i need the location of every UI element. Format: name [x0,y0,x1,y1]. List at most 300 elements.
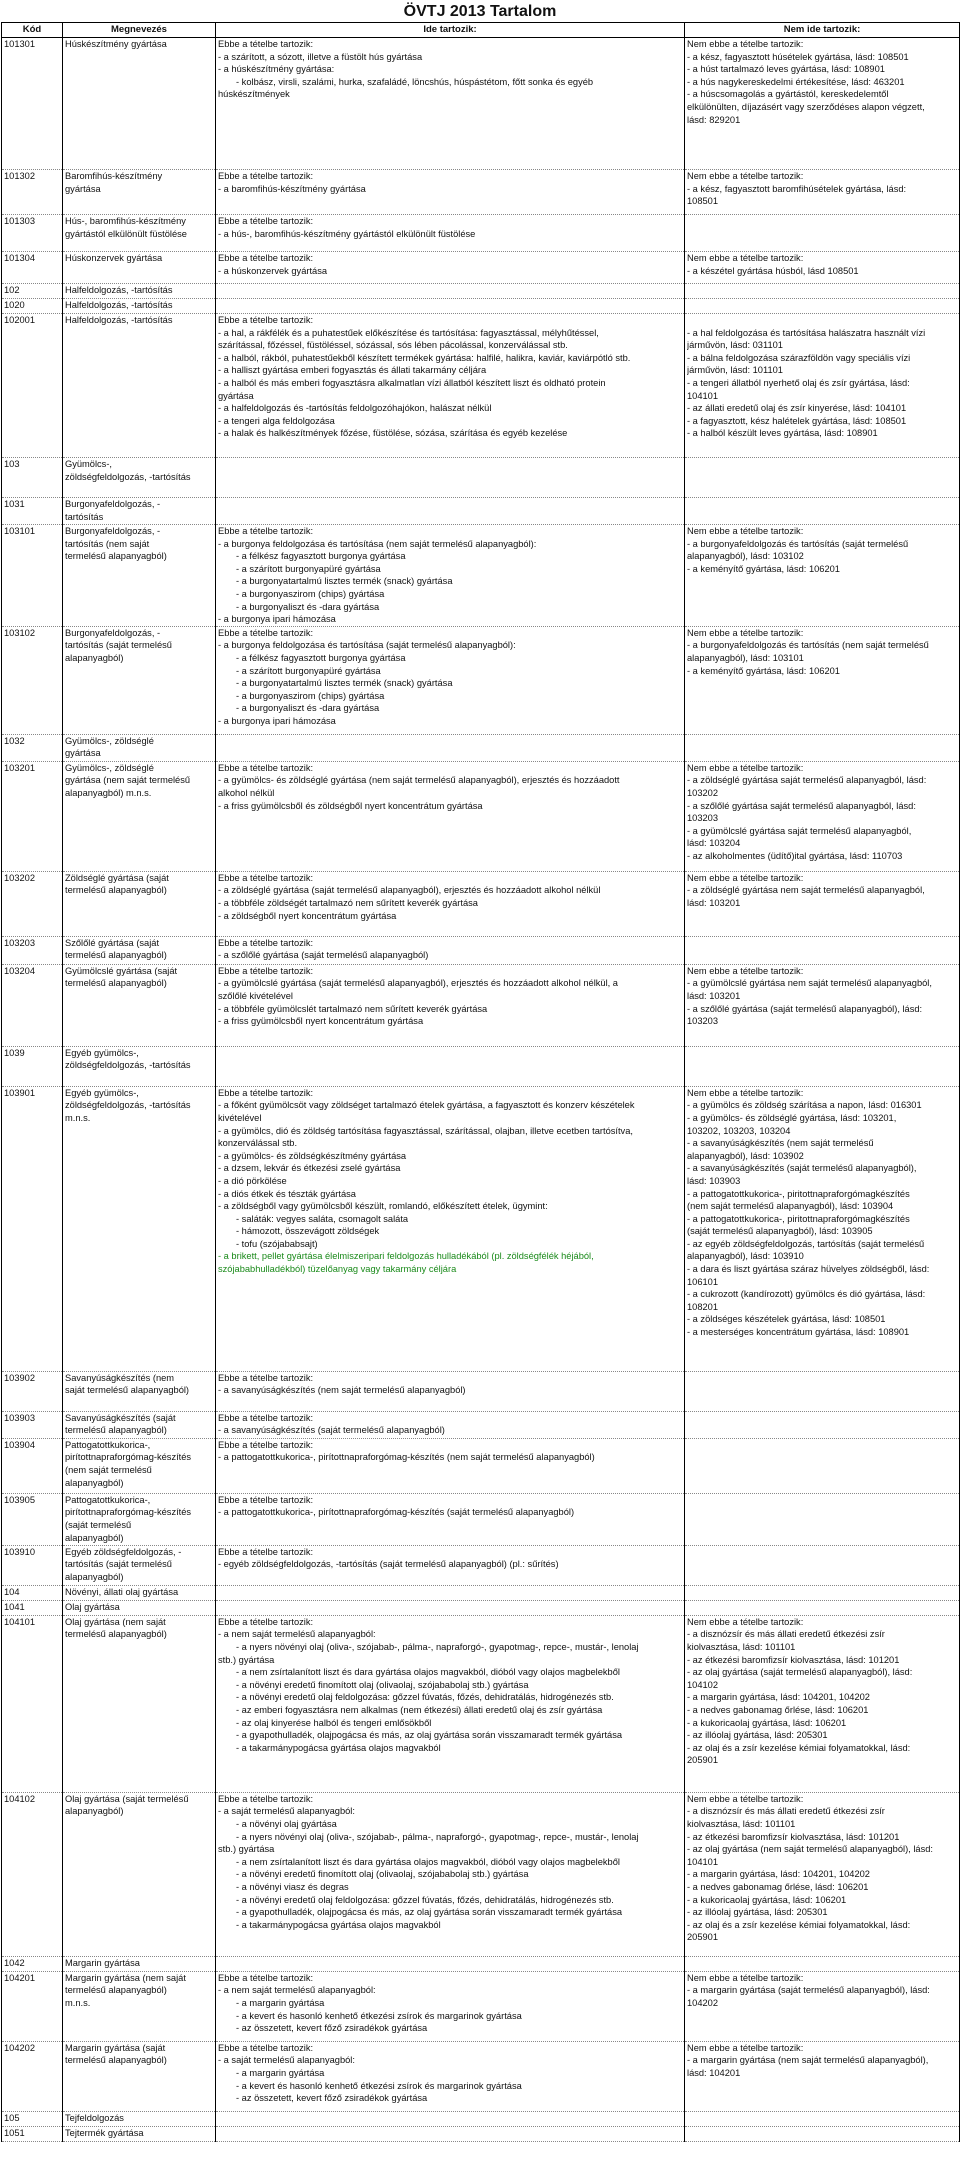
row-includes [216,314,685,458]
row-includes [216,761,685,871]
row-includes-line: Ebbe a tételbe tartozik: [218,872,314,883]
row-excludes-line: - a pattogatottkukorica-, piritottnapraforgómagkészítés [687,1213,910,1224]
row-name [63,1615,216,1792]
row-code: 101302 [2,170,63,215]
row-code: 104102 [2,1792,63,1956]
row-excludes-line: - az állati eredetű olaj és zsír kinyerése, lásd: 104101 [687,403,907,414]
row-includes [216,1371,685,1411]
row-excludes-line: Nem ebbe a tételbe tartozik: [687,253,804,263]
row-includes-line: - a savanyúságkészítés (saját termelésű alapanyagból) [218,1425,445,1436]
row-includes [216,1792,685,1956]
row-code: 102 [2,284,63,299]
row-includes [216,1956,685,1971]
row-includes-line: - a burgonyatartalmú lisztes termék (snack) gyártása [236,576,453,587]
row-includes-line: Ebbe a tételbe tartozik: [218,1546,314,1557]
row-includes-line: - a növényi eredetű finomított olaj (olivaolaj, szójababolaj stb.) gyártása [236,1869,529,1880]
table-row [2,1600,960,1615]
row-code: 103910 [2,1545,63,1585]
row-excludes-line: 103203 [687,1016,719,1027]
row-includes-line: - a baromfihús-készítmény gyártása [218,183,366,194]
row-excludes [685,1411,960,1438]
table-row [2,1371,960,1411]
row-name-line: Húskészítmény gyártása [65,39,167,49]
row-excludes-line: lásd: 103201 [687,990,741,1001]
row-excludes-line: 104101 [687,1856,719,1867]
row-excludes [685,1585,960,1600]
row-includes [216,1615,685,1792]
row-excludes-line: - a mesterséges koncentrátum gyártása, lásd: 108901 [687,1327,910,1338]
row-excludes-line: - az illóolaj gyártása, lásd: 205301 [687,1907,828,1918]
row-name-line: Olaj gyártása [65,1601,120,1612]
row-excludes-line: 108201 [687,1301,719,1312]
table-row [2,170,960,215]
row-excludes-line: elkülönülten, díjazásért vagy szerződéses alapon végzett, [687,101,925,112]
row-includes [216,1046,685,1086]
row-excludes-line: - a dara és liszt gyártása száraz hüvelyes zöldségből, lásd: [687,1264,930,1275]
row-excludes-line: - a kukoricaolaj gyártása, lásd: 106201 [687,1717,847,1728]
row-excludes-line: - a húst tartalmazó leves gyártása, lásd: 108901 [687,64,885,75]
row-excludes-line: alapanyagból), lásd: 103910 [687,1251,804,1262]
row-excludes-line [687,314,957,327]
row-includes [216,170,685,215]
row-includes-line: - a nyers növényi olaj (oliva-, szójabab-, pálma-, napraforgó-, gyapotmag-, repce-, mustár-, lenolaj [236,1641,639,1652]
row-excludes-line: - a szőlőlé gyártása (saját termelésű alapanyagból), lásd: [687,1003,923,1014]
row-code: 1031 [2,498,63,525]
row-excludes-line: - a zöldséglé gyártása saját termelésű alapanyagból, lásd: [687,775,927,786]
row-excludes-line: lásd: 103903 [687,1175,741,1186]
row-excludes-line: - a bálna feldolgozása szárazföldön vagy speciális vízi [687,352,911,363]
row-includes-line: - a burgonyaszirom (chips) gyártása [236,690,385,701]
row-excludes [685,498,960,525]
row-excludes-line: lásd: 103201 [687,897,741,908]
row-excludes-line: - a zöldséglé gyártása nem saját termelésű alapanyagból, [687,885,925,896]
row-name-line: Tejfeldolgozás [65,2112,124,2123]
row-name-line: termelésű alapanyagból) [65,551,167,562]
row-includes [216,215,685,252]
row-name-line: (saját termelésű [65,1519,132,1530]
row-code: 1032 [2,734,63,761]
row-excludes-line: - a savanyúságkészítés (saját termelésű alapanyagból), [687,1163,917,1174]
row-excludes-line: 103202, 103203, 103204 [687,1125,791,1136]
row-excludes-line: - a húscsomagolás a gyártástól, kereskedelemtől [687,89,889,100]
row-excludes-line: - a nedves gabonamag őrlése, lásd: 106201 [687,1881,869,1892]
row-excludes [685,626,960,734]
row-name [63,1371,216,1411]
row-code: 1042 [2,1956,63,1971]
row-excludes [685,1493,960,1545]
row-excludes [685,1600,960,1615]
row-includes-line: - a margarin gyártása [236,2067,325,2078]
row-name [63,936,216,964]
row-excludes-line: alapanyagból), lásd: 103102 [687,551,804,562]
row-excludes-line: 103203 [687,813,719,824]
row-excludes-line: lásd: 103204 [687,838,741,849]
row-excludes-line: lásd: 104201 [687,2067,741,2078]
row-excludes-line: - az olaj és a zsír kezelése kémiai folyamatokkal, lásd: [687,1919,911,1930]
row-name-line: zöldségfeldolgozás, -tartósítás [65,471,191,482]
row-code: 103204 [2,964,63,1046]
row-name [63,2041,216,2111]
row-includes-line: - a szárított burgonyapüré gyártása [236,563,381,574]
row-name-line: termelésű alapanyagból) [65,885,167,896]
row-includes-line: - a többféle gyümölcslét tartalmazó nem sűrített keverék gyártása [218,1003,488,1014]
row-excludes-line: - a keményítő gyártása, lásd: 106201 [687,563,840,574]
row-includes-line: - a főként gyümölcsöt vagy zöldséget tartalmazó ételek gyártása, a fagyasztott és konzerv készételek [218,1100,635,1111]
row-code: 103101 [2,525,63,627]
row-excludes [685,1956,960,1971]
row-includes-line: - a növényi eredetű finomított olaj (olivaolaj, szójababolaj stb.) gyártása [236,1679,529,1690]
row-includes [216,936,685,964]
row-code: 104 [2,1585,63,1600]
row-includes-line: - a hús-, baromfihús-készítmény gyártástól elkülönült füstölése [218,228,476,239]
row-includes-line: - a nem saját termelésű alapanyagból: [218,1629,376,1640]
row-name-line: Tejtermék gyártása [65,2127,144,2138]
row-includes-line: - a friss gyümölcsből nyert koncentrátum gyártása [218,1016,424,1027]
row-name [63,525,216,627]
row-name-line: gyártása (nem saját termelésű [65,775,191,786]
row-name-line: Baromfihús-készítmény [65,171,163,181]
row-name [63,626,216,734]
row-includes-line: - a friss gyümölcsből és zöldségből nyert koncentrátum gyártása [218,800,483,811]
row-includes-line: - az összetett, kevert főző zsiradékok gyártása [236,2093,428,2104]
row-excludes-line: járművön, lásd: 101101 [687,365,783,376]
row-excludes-line: - a keményítő gyártása, lásd: 106201 [687,665,840,676]
row-includes-line: húskészítmények [218,89,290,100]
row-excludes-line: Nem ebbe a tételbe tartozik: [687,171,804,181]
row-excludes [685,761,960,871]
row-includes [216,871,685,936]
table-row [2,1615,960,1792]
row-excludes [685,1792,960,1956]
row-includes-line: Ebbe a tételbe tartozik: [218,627,314,638]
row-includes-line: - saláták: vegyes saláta, csomagolt saláta [236,1213,409,1224]
row-includes-line: - a takarmánypogácsa gyártása olajos magvakból [236,1742,441,1753]
row-excludes-line: - az alkoholmentes (üdítő)ital gyártása, lásd: 110703 [687,850,903,861]
row-name-line: zöldségfeldolgozás, -tartósítás [65,1060,191,1071]
row-includes-line: - a gyümölcs- és zöldségkészítmény gyártása [218,1150,407,1161]
row-name-line: Olaj gyártása (saját termelésű [65,1793,189,1804]
table-row [2,1086,960,1371]
row-name-line: Burgonyafeldolgozás, - [65,526,161,536]
row-excludes-line: - a tengeri állatból nyerhető olaj és zsír gyártása, lásd: [687,377,910,388]
row-includes-line: - a zöldségből vagy gyümölcsből készült, romlandó, előkészített ételek, ügymint: [218,1201,548,1212]
row-includes-line: - a szárított burgonyapüré gyártása [236,665,381,676]
row-name [63,458,216,498]
row-includes-line: alkohol nélkül [218,787,275,798]
row-name [63,170,216,215]
row-includes-line: - a margarin gyártása [236,1997,325,2008]
row-includes-line: - a nem zsírtalanított liszt és dara gyártása olajos magvakból, dióból vagy olajos magbelekből [236,1667,620,1678]
row-includes-line: - a gyapothulladék, olajpogácsa és más, az olaj gyártása során visszamaradt termék gyártása [236,1730,623,1741]
row-name-line: Margarin gyártása [65,1957,140,1968]
row-includes-line: - a félkész fagyasztott burgonya gyártása [236,652,406,663]
row-excludes-line: - a gyümölcslé gyártása nem saját termelésű alapanyagból, [687,978,932,989]
table-row [2,1585,960,1600]
row-code: 103203 [2,936,63,964]
table-body [2,38,960,2142]
row-excludes [685,314,960,458]
row-code: 103903 [2,1411,63,1438]
row-name [63,761,216,871]
document-page [0,2,960,2142]
row-excludes [685,1438,960,1493]
row-excludes-line: - a pattogatottkukorica-, piritottnapraforgómagkészítés [687,1188,910,1199]
row-name [63,1600,216,1615]
table-row [2,964,960,1046]
row-excludes-line: kiolvasztása, lásd: 101101 [687,1818,796,1829]
row-code: 104201 [2,1971,63,2041]
table-row [2,498,960,525]
row-excludes-line: (saját termelésű alapanyagból), lásd: 103905 [687,1226,873,1237]
row-name [63,1956,216,1971]
row-excludes-line: - a készétel gyártása húsból, lásd 108501 [687,265,859,276]
row-excludes [685,1545,960,1585]
row-name-line: Gyümölcs-, zöldséglé [65,762,154,773]
row-name-line: gyártása [65,748,101,759]
row-code: 1020 [2,299,63,314]
row-includes-line: - a burgonyaliszt és -dara gyártása [236,601,380,612]
row-includes-line: - a félkész fagyasztott burgonya gyártása [236,551,406,562]
row-includes-line: Ebbe a tételbe tartozik: [218,1494,314,1505]
row-excludes [685,2041,960,2111]
row-includes-line: - a húskészítmény gyártása: [218,64,335,75]
row-includes [216,964,685,1046]
row-excludes-line: - a margarin gyártása (saját termelésű alapanyagból), lásd: [687,1985,930,1996]
row-code: 104202 [2,2041,63,2111]
row-includes-line: - az olaj kinyerése halból és tengeri emlősökből [236,1717,432,1728]
row-includes [216,1585,685,1600]
row-includes-line: - a nem zsírtalanított liszt és dara gyártása olajos magvakból, dióból vagy olajos magbelekből [236,1856,620,1867]
row-includes-line: Ebbe a tételbe tartozik: [218,965,314,976]
table-row [2,1956,960,1971]
row-excludes [685,252,960,284]
row-name [63,38,216,170]
row-name-line: termelésű alapanyagból) [65,950,167,961]
row-includes [216,1600,685,1615]
row-excludes [685,284,960,299]
row-name-line: Gyümölcs-, zöldséglé [65,735,154,746]
row-excludes-line: - a kész, fagyasztott baromfihúsételek gyártása, lásd: [687,183,907,194]
row-excludes-line: - a margarin gyártása (nem saját termelésű alapanyagból), [687,2055,929,2066]
row-name-line: zöldségfeldolgozás, -tartósítás [65,1100,191,1111]
row-includes-line: Ebbe a tételbe tartozik: [218,1439,314,1450]
row-includes [216,525,685,627]
table-row [2,1493,960,1545]
row-excludes [685,2111,960,2126]
row-name-line: Margarin gyártása (saját [65,2042,166,2053]
row-excludes-line: - a gyümölcslé gyártása saját termelésű alapanyagból, [687,825,912,836]
row-name-line: Savanyúságkészítés (saját [65,1412,176,1423]
row-includes-line: - hámozott, összevágott zöldségek [236,1226,380,1237]
row-includes [216,1438,685,1493]
row-name [63,299,216,314]
row-includes-line: Ebbe a tételbe tartozik: [218,216,314,226]
row-includes [216,38,685,170]
row-excludes [685,964,960,1046]
row-includes-line: - a kevert és hasonló kenhető étkezési zsírok és margarinok gyártása [236,2010,522,2021]
row-code: 101303 [2,215,63,252]
row-includes-line: - az emberi fogyasztásra nem alkalmas (nem étkezési) állati eredetű olaj és zsír gyártása [236,1704,603,1715]
table-row [2,1438,960,1493]
row-includes-line: kivételével [218,1112,262,1123]
row-includes-line: - a gyümölcslé gyártása (saját termelésű alapanyagból), erjesztés és hozzáadott alkohol nélkül, a [218,978,618,989]
row-includes-line: - a nyers növényi olaj (oliva-, szójabab-, pálma-, napraforgó-, gyapotmag-, repce-, mustár-, lenolaj [236,1831,639,1842]
row-name-line: tartósítás [65,511,104,522]
row-name-line: termelésű alapanyagból) [65,2055,167,2066]
row-code: 103901 [2,1086,63,1371]
row-includes-line: szőlőlé kivételével [218,990,293,1001]
row-includes-line: - a halak és halkészítmények főzése, füstölése, sózása, szárítása és egyéb kezelése [218,428,568,439]
row-excludes-line: 108501 [687,196,719,207]
row-includes-line: - a hal, a rákfélék és a puhatestűek előkészítése és tartósítása: fagyasztással, mélyhűtéssel, [218,327,599,338]
row-includes-line: - a savanyúságkészítés (nem saját termelésű alapanyagból) [218,1385,466,1396]
row-includes-line: - a saját termelésű alapanyagból: [218,1806,355,1817]
row-name-line: alapanyagból) m.n.s. [65,787,152,798]
row-excludes-line: Nem ebbe a tételbe tartozik: [687,39,804,49]
row-includes-line: szójababhulladékból) tüzelőanyag vagy takarmány céljára [218,1264,457,1275]
row-includes-line: Ebbe a tételbe tartozik: [218,1972,314,1983]
row-name-line: Burgonyafeldolgozás, - [65,627,161,638]
row-excludes [685,1086,960,1371]
row-includes-line: Ebbe a tételbe tartozik: [218,526,314,536]
row-includes-line: - a burgonya ipari hámozása [218,715,336,726]
row-excludes [685,1971,960,2041]
row-excludes-line: 205901 [687,1755,719,1766]
row-excludes-line: - a fagyasztott, kész halételek gyártása, lásd: 108501 [687,415,907,426]
row-excludes-line: 104202 [687,1997,719,2008]
row-name-line: gyártástól elkülönült füstölése [65,228,187,239]
row-excludes-line: (nem saját termelésű alapanyagból), lásd: 103904 [687,1201,894,1212]
row-name-line: m.n.s. [65,1997,91,2008]
row-excludes-line: - az egyéb zöldségfeldolgozás, tartósítás (saját termelésű [687,1238,925,1249]
row-excludes-line: - a zöldséges készételek gyártása, lásd: 108501 [687,1314,886,1325]
row-includes [216,1411,685,1438]
row-name-line: Növényi, állati olaj gyártása [65,1586,179,1597]
row-excludes-line: 104102 [687,1679,719,1690]
row-excludes [685,458,960,498]
row-name [63,498,216,525]
row-includes [216,498,685,525]
row-excludes [685,170,960,215]
row-excludes [685,871,960,936]
row-code: 103904 [2,1438,63,1493]
row-includes-line: - a növényi eredetű olaj feldolgozása: gőzzel fúvatás, főzés, dehidratálás, hidrogénezés stb. [236,1692,614,1703]
row-name-line: Pattogatottkukorica-, [65,1439,151,1450]
row-includes-line: - a növényi olaj gyártása [236,1818,337,1829]
row-excludes-line: 104101 [687,390,719,401]
row-excludes-line: kiolvasztása, lásd: 101101 [687,1641,796,1652]
row-name [63,2111,216,2126]
row-code: 101304 [2,252,63,284]
row-includes-line: - a burgonyaszirom (chips) gyártása [236,588,385,599]
row-excludes [685,1615,960,1792]
row-name-line: Hús-, baromfihús-készítmény [65,216,186,226]
row-includes-line: - a burgonyaliszt és -dara gyártása [236,703,380,714]
row-code: 103905 [2,1493,63,1545]
row-includes [216,1493,685,1545]
row-excludes [685,299,960,314]
row-excludes-line: - a gyümölcs és zöldség szárítása a napon, lásd: 016301 [687,1100,922,1111]
row-includes-line: Ebbe a tételbe tartozik: [218,1412,314,1423]
table-row [2,626,960,734]
table-row [2,761,960,871]
row-code: 1039 [2,1046,63,1086]
table-row [2,2126,960,2141]
row-includes-line: - a zöldségből nyert koncentrátum gyártása [218,910,397,921]
row-includes-line: - a pattogatottkukorica-, pirítottnapraforgómag-készítés (nem saját termelésű alapanyagból) [218,1452,595,1463]
row-excludes-line: 103202 [687,787,719,798]
row-includes-line: - a növényi viasz és degras [236,1881,349,1892]
row-name-line: Egyéb gyümölcs-, [65,1047,139,1058]
row-name-line: Gyümölcslé gyártása (saját [65,965,178,976]
row-name-line: saját termelésű alapanyagból) [65,1385,190,1396]
header-ide: Ide tartozik: [216,23,685,38]
row-excludes [685,1046,960,1086]
table-row [2,215,960,252]
row-includes-line: - a növényi eredetű olaj feldolgozása: gőzzel fúvatás, főzés, dehidratálás, hidrogénezés stb. [236,1894,614,1905]
table-header-row [2,23,960,38]
row-name-line: pirítottnapraforgómag-készítés [65,1507,192,1518]
row-includes-line: - a szőlőlé gyártása (saját termelésű alapanyagból) [218,950,429,961]
row-includes-line: - a kevert és hasonló kenhető étkezési zsírok és margarinok gyártása [236,2080,522,2091]
row-name-line: alapanyagból) [65,652,124,663]
row-name-line: Gyümölcs-, [65,459,113,469]
row-excludes-line: - a burgonyafeldolgozás és tartósítás (nem saját termelésű [687,640,929,651]
row-name-line: alapanyagból) [65,1532,124,1543]
row-includes [216,1971,685,2041]
row-includes-line: Ebbe a tételbe tartozik: [218,1372,314,1383]
table-row [2,252,960,284]
row-excludes [685,1371,960,1411]
row-includes [216,626,685,734]
row-name-line: m.n.s. [65,1112,91,1123]
row-excludes-line: Nem ebbe a tételbe tartozik: [687,965,804,976]
row-excludes [685,936,960,964]
row-name-line: tartósítás (nem saját [65,538,150,549]
row-name-line: alapanyagból) [65,1477,124,1488]
row-includes-line: - a brikett, pellet gyártása élelmiszeripari feldolgozás hulladékából (pl. zöldségfélék héjából, [218,1251,594,1262]
row-includes-line: Ebbe a tételbe tartozik: [218,762,314,773]
row-name-line: Olaj gyártása (nem saját [65,1616,166,1627]
row-includes-line: Ebbe a tételbe tartozik: [218,2042,314,2053]
row-excludes-line: Nem ebbe a tételbe tartozik: [687,526,804,536]
row-excludes-line: - a margarin gyártása, lásd: 104201, 104202 [687,1692,870,1703]
row-excludes-line: 205901 [687,1932,719,1943]
row-excludes-line: alapanyagból), lásd: 103101 [687,652,804,663]
row-includes-line: - a burgonya feldolgozása és tartósítása (saját termelésű alapanyagból): [218,640,516,651]
row-excludes-line: - a halból készült leves gyártása, lásd: 108901 [687,428,878,439]
row-includes-line: - a pattogatottkukorica-, pirítottnapraforgómag-készítés (saját termelésű alapanyagból) [218,1507,575,1518]
row-excludes [685,2126,960,2141]
row-includes-line: Ebbe a tételbe tartozik: [218,937,314,948]
row-name-line: Húskonzervek gyártása [65,253,163,263]
row-excludes-line: Nem ebbe a tételbe tartozik: [687,2042,804,2053]
header-nem-ide: Nem ide tartozik: [685,23,960,38]
document-title: ÖVTJ 2013 Tartalom [403,3,557,20]
row-includes-line: - a többféle zöldségét tartalmazó nem sűrített keverék gyártása [218,897,478,908]
row-name [63,215,216,252]
row-includes-line: - a halfeldolgozás és -tartósítás feldolgozóhajókon, halászat nélkül [218,403,492,414]
row-name [63,1411,216,1438]
row-includes [216,1086,685,1371]
row-includes-line: Ebbe a tételbe tartozik: [218,315,314,325]
table-row [2,871,960,936]
row-includes-line: - a diós étkek és tészták gyártása [218,1188,356,1199]
row-excludes-line: - a burgonyafeldolgozás és tartósítás (saját termelésű [687,538,909,549]
table-row [2,284,960,299]
row-code: 1051 [2,2126,63,2141]
row-name-line: termelésű alapanyagból) [65,978,167,989]
